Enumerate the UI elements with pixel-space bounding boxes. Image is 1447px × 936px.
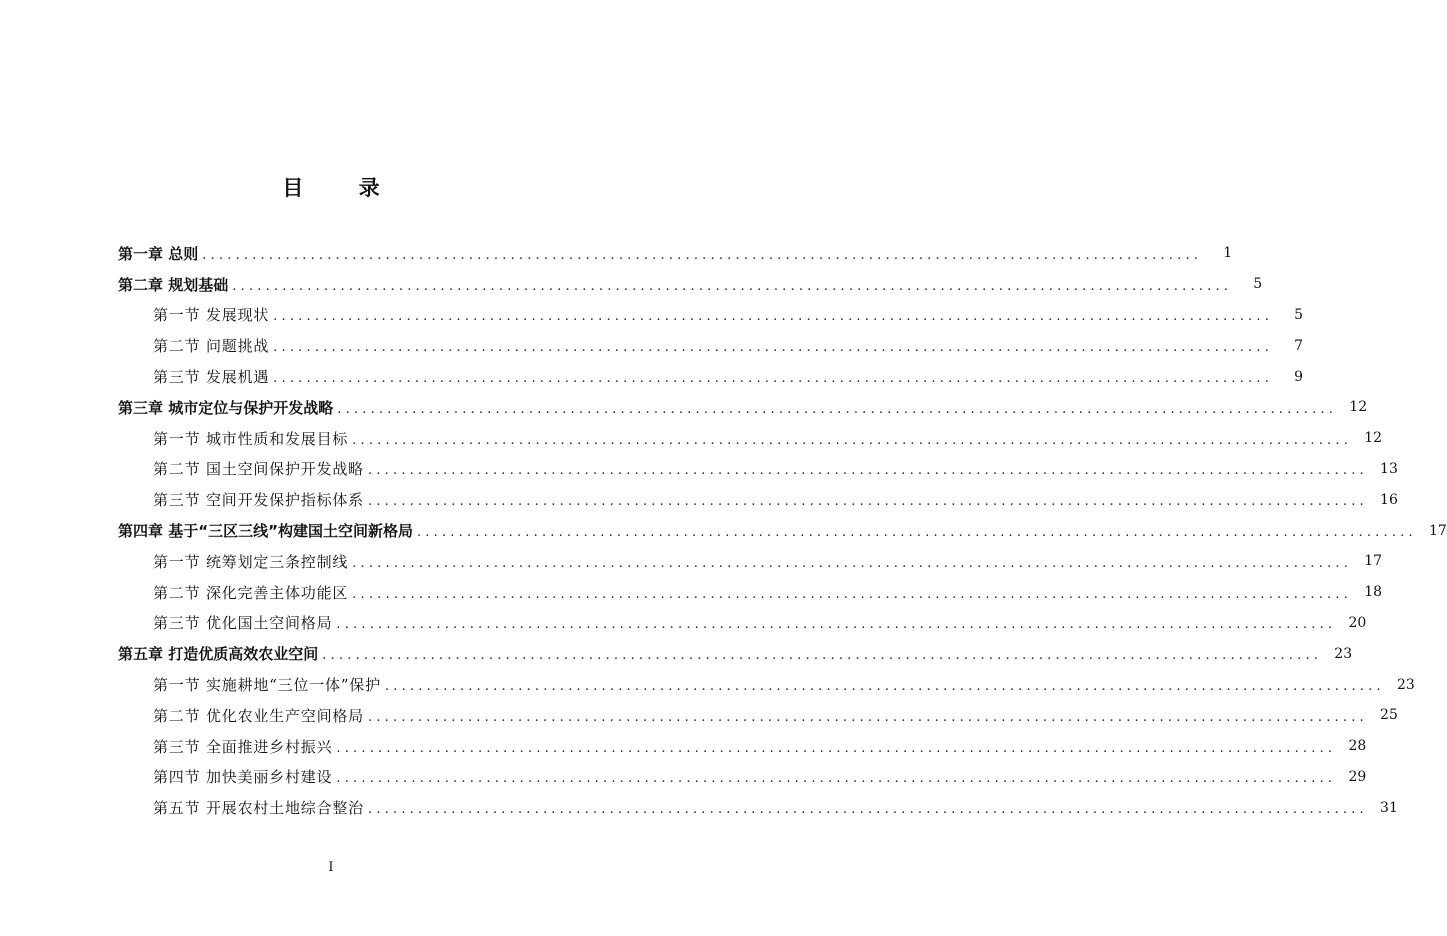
toc-dot-leader: ........................................................................................................................ — [352, 586, 1353, 602]
toc-entry-label: 第一节 城市性质和发展目标 — [153, 429, 349, 448]
toc-chapter-entry[interactable] — [0, 515, 1447, 546]
toc-dot-leader: ........................................................................................................................ — [367, 494, 1368, 510]
toc-entry-label: 第三节 全面推进乡村振兴 — [153, 737, 333, 756]
toc-section-entry[interactable] — [0, 330, 1304, 361]
toc-dot-leader: ........................................................................................................................ — [336, 740, 1337, 756]
toc-list — [0, 238, 1447, 823]
toc-section-entry[interactable] — [0, 762, 1367, 793]
toc-entry-label: 第一节 统筹划定三条控制线 — [153, 552, 349, 571]
toc-section-entry[interactable] — [0, 792, 1398, 823]
toc-entry-page-number: 12 — [1349, 399, 1368, 416]
toc-entry-label: 第二节 国土空间保护开发战略 — [153, 460, 364, 479]
toc-section-entry[interactable] — [0, 361, 1304, 392]
toc-entry-page-number: 13 — [1380, 460, 1398, 477]
toc-chapter-entry[interactable] — [0, 269, 1263, 300]
toc-entry-label: 第四章 基于“三区三线”构建国土空间新格局 — [118, 522, 413, 541]
toc-entry-label: 第二节 深化完善主体功能区 — [153, 583, 349, 602]
toc-dot-leader: ........................................................................................................................ — [273, 340, 1274, 356]
toc-entry-page-number: 16 — [1380, 491, 1398, 508]
toc-entry-label: 第二章 规划基础 — [118, 275, 229, 294]
toc-chapter-entry[interactable] — [0, 238, 1233, 269]
toc-entry-page-number: 5 — [1294, 306, 1304, 323]
toc-entry-label: 第一节 发展现状 — [153, 306, 270, 325]
toc-entry-label: 第二节 优化农业生产空间格局 — [153, 706, 364, 725]
page-number: I — [328, 860, 334, 875]
toc-entry-label: 第五节 开展农村土地综合整治 — [153, 799, 364, 818]
toc-entry-page-number: 23 — [1334, 645, 1353, 662]
toc-dot-leader: ........................................................................................................................ — [273, 371, 1274, 387]
toc-section-entry[interactable] — [0, 577, 1383, 608]
toc-dot-leader: ........................................................................................................................ — [367, 709, 1368, 725]
toc-dot-leader: ........................................................................................................................ — [337, 401, 1338, 417]
toc-entry-page-number: 12 — [1364, 430, 1383, 447]
toc-entry-page-number: 18 — [1364, 584, 1383, 601]
toc-section-entry[interactable] — [0, 546, 1383, 577]
toc-dot-leader: ........................................................................................................................ — [336, 617, 1337, 633]
toc-section-entry[interactable] — [0, 423, 1383, 454]
toc-entry-label: 第三章 城市定位与保护开发战略 — [118, 398, 334, 417]
toc-entry-page-number: 20 — [1348, 614, 1367, 631]
toc-entry-label: 第一节 实施耕地“三位一体”保护 — [153, 676, 381, 695]
toc-entry-page-number: 17 — [1429, 522, 1447, 539]
toc-dot-leader: ........................................................................................................................ — [336, 771, 1337, 787]
toc-entry-page-number: 9 — [1294, 368, 1304, 385]
toc-entry-page-number: 23 — [1396, 676, 1415, 693]
toc-entry-page-number: 29 — [1348, 768, 1367, 785]
toc-entry-page-number: 5 — [1253, 276, 1263, 293]
toc-entry-label: 第二节 问题挑战 — [153, 337, 270, 356]
toc-chapter-entry[interactable] — [0, 392, 1368, 423]
toc-entry-label: 第五章 打造优质高效农业空间 — [118, 645, 319, 664]
toc-section-entry[interactable] — [0, 669, 1415, 700]
toc-dot-leader: ........................................................................................................................ — [273, 309, 1274, 325]
toc-section-entry[interactable] — [0, 700, 1398, 731]
toc-entry-page-number: 31 — [1380, 799, 1398, 816]
toc-entry-label: 第三节 优化国土空间格局 — [153, 614, 333, 633]
toc-section-entry[interactable] — [0, 608, 1367, 639]
toc-dot-leader: ........................................................................................................................ — [352, 555, 1353, 571]
toc-dot-leader: ........................................................................................................................ — [367, 463, 1368, 479]
toc-dot-leader: ........................................................................................................................ — [352, 432, 1353, 448]
toc-dot-leader: ........................................................................................................................ — [322, 648, 1323, 664]
toc-entry-label: 第四节 加快美丽乡村建设 — [153, 768, 333, 787]
toc-section-entry[interactable] — [0, 731, 1367, 762]
toc-section-entry[interactable] — [0, 454, 1398, 485]
toc-entry-page-number: 25 — [1380, 707, 1398, 724]
toc-entry-label: 第三节 发展机遇 — [153, 368, 270, 387]
toc-dot-leader: ........................................................................................................................ — [232, 278, 1233, 294]
toc-section-entry[interactable] — [0, 484, 1398, 515]
toc-entry-label: 第一章 总则 — [118, 244, 199, 263]
toc-entry-page-number: 28 — [1348, 738, 1367, 755]
toc-dot-leader: ........................................................................................................................ — [202, 247, 1203, 263]
toc-dot-leader: ........................................................................................................................ — [384, 679, 1385, 695]
toc-entry-label: 第三节 空间开发保护指标体系 — [153, 491, 364, 510]
toc-title: 目 录 — [282, 175, 404, 200]
toc-dot-leader: ........................................................................................................................ — [367, 802, 1368, 818]
toc-entry-page-number: 1 — [1223, 245, 1233, 262]
toc-entry-page-number: 17 — [1364, 553, 1383, 570]
toc-section-entry[interactable] — [0, 300, 1304, 331]
toc-entry-page-number: 7 — [1294, 337, 1304, 354]
toc-dot-leader: ........................................................................................................................ — [416, 525, 1417, 541]
toc-chapter-entry[interactable] — [0, 638, 1353, 669]
